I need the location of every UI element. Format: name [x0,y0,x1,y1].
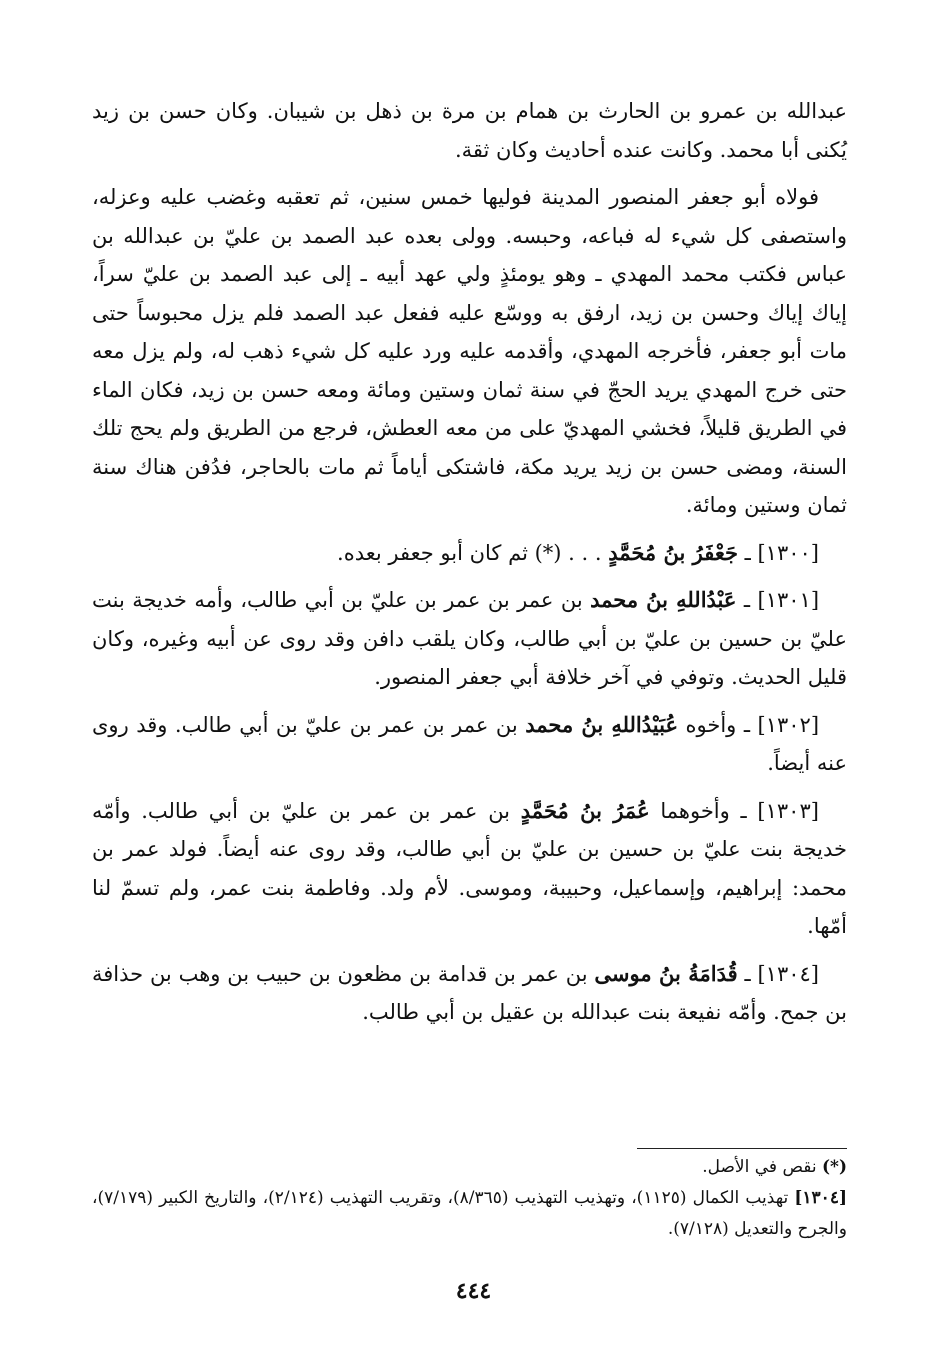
page-number: ٤٤٤ [455,1278,492,1304]
entry-name: قُدَامَةُ بنُ موسى [594,960,738,986]
entry-name: عُبَيْدُاللهِ بنُ محمد [525,711,678,737]
entry-number: [١٣٠٠] ـ [744,540,819,565]
entry-text: . . . (*) ثم كان أبو جعفر بعده. [337,540,609,565]
footnote-sources [92,1183,847,1245]
footnote-marker: (*) [822,1157,847,1177]
footnote-divider [637,1148,847,1149]
paragraph-continuation: عبدالله بن عمرو بن الحارث بن همام بن مرة بن ذهل بن شيبان. وكان حسن بن زيد يُكنى أبا محمد. وكانت عنده أحاديث وكان ثقة. [92,99,847,162]
entry-text: بن عمر بن عمر بن عليّ بن أبي طالب. وأمّه خديجة بنت عليّ بن حسين بن عليّ بن أبي طالب، وقد روى عنه أيضاً. فولد عمر بن محمد: إبراهيم، وإسماعيل، وحبيبة، وموسى. لأم ولد. وفاطمة بنت عمر، ولم تسمّ لنا أمّها. [92,798,847,938]
entry-name: جَعْفَرُ بنُ مُحَمَّدٍ [608,539,738,565]
entry-text: بن عمر بن قدامة بن مظعون بن حبيب بن وهب بن حذافة بن جمح. وأمّه نفيعة بنت عبدالله بن عقيل بن أبي طالب. [92,961,847,1024]
entry-1302 [92,706,847,783]
page-body [92,92,847,1041]
entry-text: بن عمر بن عمر بن عليّ بن أبي طالب، وأمه خديجة بنت عليّ بن حسين بن عليّ بن أبي طالب، وكان يلقب دافن وقد روى عن أبيه وغيره، وكان قليل الحديث. وتوفي في آخر خلافة أبي جعفر المنصور. [92,588,847,689]
entry-prefix: وأخوه [678,712,737,737]
entry-1301 [92,581,847,697]
footnote-missing [92,1152,847,1183]
entry-name: عَبْدُاللهِ بنُ محمد [590,587,737,612]
entry-1304 [92,955,847,1032]
entry-number: [١٣٠٣] ـ [740,798,819,823]
footnote-text: تهذيب الكمال (١١٢٥)، وتهذيب التهذيب (٨/٣٦٥)، وتقريب التهذيب (٢/١٢٤)، والتاريخ الكبير (٧/١٧٩)، والجرح والتعديل (٧/١٢٨). [92,1188,847,1239]
paragraph-narrative: فولاه أبو جعفر المنصور المدينة فوليها خمس سنين، ثم تعقبه وغضب عليه وعزله، واستصفى كل شيء له فباعه، وحبسه. وولى بعده عبد الصمد بن عليّ بن عبدالله بن عباس فكتب محمد المهدي ـ وهو يومئذٍ ولي عهد أبيه ـ إلى عبد الصمد بن عليّ سراً، إياك إياك وحسن بن زيد، ارفق به ووسّع عليه ففعل عبد الصمد فلم يزل محبوساً حتى مات أبو جعفر، فأخرجه المهدي، وأقدمه عليه ورد عليه كل شيء ذهب له، ولم يزل معه حتى خرج المهدي يريد الحجّ في سنة ثمان وستين ومائة ومعه حسن بن زيد، فكان الماء في الطريق قليلاً، فخشي المهديّ على من معه العطش، فرجع من الطريق ولم يحج تلك السنة، ومضى حسن بن زيد يريد مكة، فاشتكى أياماً ثم مات بالحاجر، فدُفن هناك سنة ثمان وستين ومائة. [92,185,847,517]
entry-number: [١٣٠١] ـ [743,588,820,612]
footnotes [92,1152,847,1245]
footnote-marker: [١٣٠٤] [794,1188,847,1208]
entry-number: [١٣٠٤] ـ [744,961,819,986]
entry-1300 [92,534,847,573]
entry-1303 [92,792,847,946]
entry-prefix: وأخوهما [649,798,730,823]
entry-text: بن عمر بن عمر بن عليّ بن أبي طالب. وقد روى عنه أيضاً. [92,712,847,775]
entry-number: [١٣٠٢] ـ [743,712,820,737]
footnote-text: نقص في الأصل. [702,1157,823,1177]
entry-name: عُمَرُ بنُ مُحَمَّدٍ [520,797,650,823]
